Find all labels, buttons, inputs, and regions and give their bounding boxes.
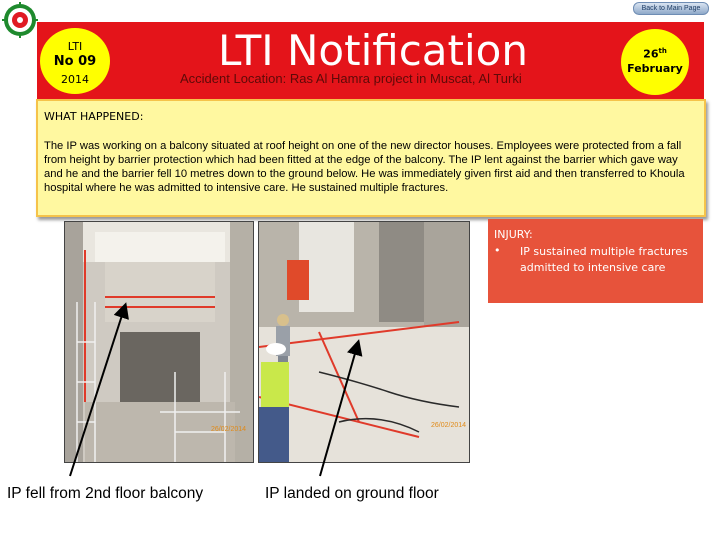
photo1-date-stamp: 26/02/2014: [211, 426, 247, 433]
arrow-to-balcony: [70, 306, 125, 476]
back-to-main-page-button[interactable]: Back to Main Page: [633, 2, 709, 15]
what-happened-text: The IP was working on a balcony situated at roof height on one of the new director houses. Employees were protected from a fall from height by barrier protection which had been fitted at the edge of the balcony. The IP lent against the barrier which gave way and he and the barrier fell 10 metres down to the ground below. He was immediately given first aid and then transferred to Khoula hospital where he was admitted to intensive care. He sustained multiple fractures.: [44, 140, 685, 194]
what-happened-heading: WHAT HAPPENED:: [44, 110, 144, 123]
lti-label: LTI: [67, 40, 83, 53]
lti-year: 2014: [61, 73, 89, 86]
date-day: 26th: [643, 47, 667, 61]
caption-landed-ground-floor: IP landed on ground floor: [265, 485, 439, 502]
photo2-date-stamp: 26/02/2014: [431, 422, 467, 429]
date-month: February: [627, 62, 683, 75]
lti-number: No 09: [53, 54, 97, 69]
arrow-to-ground: [320, 343, 358, 476]
injury-bullet: •: [494, 244, 501, 257]
page-title: LTI Notification: [218, 26, 528, 75]
injury-heading: INJURY:: [494, 228, 533, 241]
caption-fell-from-balcony: IP fell from 2nd floor balcony: [7, 485, 204, 502]
injury-text: IP sustained multiple fractures admitted to intensive care: [520, 245, 688, 274]
accident-location: Accident Location: Ras Al Hamra project in Muscat, Al Turki: [180, 71, 522, 86]
